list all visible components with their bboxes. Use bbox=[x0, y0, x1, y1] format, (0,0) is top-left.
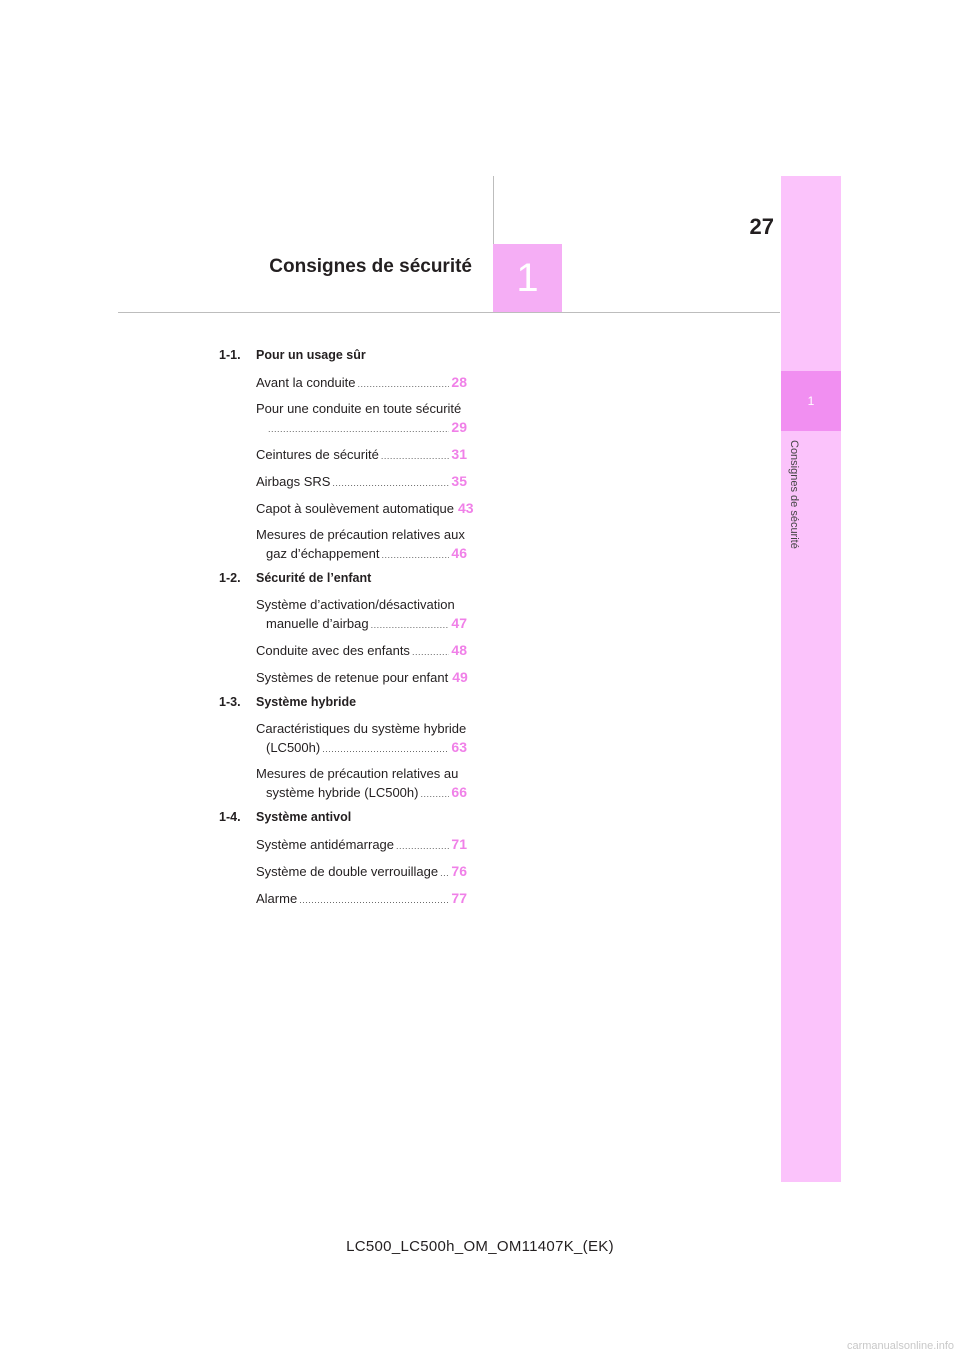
toc-entry[interactable] bbox=[256, 668, 467, 688]
toc-entry-title: Système antidémarrage bbox=[256, 837, 395, 852]
toc-leader-dots bbox=[371, 616, 450, 634]
toc-entry-title: Mesures de précaution relatives aux bbox=[256, 527, 465, 542]
toc-leader-dots bbox=[381, 447, 450, 465]
watermark: carmanualsonline.info bbox=[846, 1340, 954, 1352]
toc-entry-title: Caractéristiques du système hybride bbox=[256, 721, 467, 736]
toc-entry[interactable] bbox=[256, 765, 467, 803]
toc-leader-dots bbox=[322, 740, 449, 758]
toc-entry-title-continued: manuelle d’airbag bbox=[266, 616, 369, 631]
toc-entry[interactable] bbox=[256, 526, 467, 564]
toc-entry[interactable] bbox=[256, 596, 467, 634]
toc-entry[interactable] bbox=[256, 373, 467, 393]
toc-section-number: 1-4. bbox=[219, 810, 241, 824]
side-thumb-strip bbox=[781, 176, 841, 1182]
toc-entry[interactable] bbox=[256, 835, 467, 855]
table-of-contents bbox=[219, 348, 474, 916]
toc-entry-title: Systèmes de retenue pour enfant bbox=[256, 670, 449, 685]
toc-entry[interactable] bbox=[256, 720, 467, 758]
toc-entry-title: Ceintures de sécurité bbox=[256, 447, 379, 462]
toc-entry-title: Pour une conduite en toute sécurité bbox=[256, 401, 462, 416]
toc-entry-title: Système d’activation/désactivation bbox=[256, 597, 455, 612]
toc-entry[interactable] bbox=[256, 641, 467, 661]
toc-entry-title-continued: système hybride (LC500h) bbox=[266, 785, 419, 800]
toc-entry-title: Conduite avec des enfants bbox=[256, 643, 410, 658]
chapter-title: Consignes de sécurité bbox=[269, 256, 472, 277]
toc-entry[interactable] bbox=[256, 472, 467, 492]
toc-page-number[interactable]: 46 bbox=[451, 545, 467, 561]
toc-entry-title: Alarme bbox=[256, 891, 298, 906]
toc-page-number[interactable]: 63 bbox=[451, 739, 467, 755]
toc-section-heading bbox=[219, 571, 467, 589]
toc-page-number[interactable]: 49 bbox=[452, 669, 468, 685]
toc-entry[interactable] bbox=[256, 400, 467, 438]
toc-leader-dots bbox=[381, 546, 449, 564]
toc-leader-dots bbox=[412, 643, 449, 661]
toc-section-number: 1-1. bbox=[219, 348, 241, 362]
toc-entry[interactable] bbox=[256, 499, 474, 519]
toc-page-number[interactable]: 35 bbox=[451, 473, 467, 489]
header-vertical-rule bbox=[493, 176, 494, 244]
side-tab-chapter-number[interactable]: 1 bbox=[781, 371, 841, 431]
side-tab-label: Consignes de sécurité bbox=[788, 440, 800, 549]
toc-leader-dots bbox=[420, 785, 449, 803]
toc-entry-title: Système de double verrouillage bbox=[256, 864, 439, 879]
header-horizontal-rule bbox=[118, 312, 780, 313]
toc-leader-dots bbox=[358, 375, 450, 393]
toc-leader-dots bbox=[268, 420, 449, 438]
toc-section-heading bbox=[219, 348, 467, 366]
toc-entry[interactable] bbox=[256, 889, 467, 909]
toc-entry-title: Avant la conduite bbox=[256, 375, 356, 390]
toc-page-number[interactable]: 77 bbox=[451, 890, 467, 906]
toc-leader-dots bbox=[396, 837, 449, 855]
toc-section-number: 1-3. bbox=[219, 695, 241, 709]
toc-section-title: Sécurité de l’enfant bbox=[256, 571, 372, 585]
toc-section-title: Pour un usage sûr bbox=[256, 348, 366, 362]
toc-page-number[interactable]: 31 bbox=[451, 446, 467, 462]
footer-document-code: LC500_LC500h_OM_OM11407K_(EK) bbox=[346, 1238, 614, 1255]
chapter-number-box: 1 bbox=[493, 244, 562, 313]
toc-entry-title-continued: (LC500h) bbox=[266, 740, 321, 755]
toc-page-number[interactable]: 76 bbox=[451, 863, 467, 879]
toc-entry[interactable] bbox=[256, 862, 467, 882]
toc-page-number[interactable]: 48 bbox=[451, 642, 467, 658]
toc-entry-title: Capot à soulèvement automatique bbox=[256, 501, 455, 516]
toc-page-number[interactable]: 28 bbox=[451, 374, 467, 390]
toc-leader-dots bbox=[440, 864, 449, 882]
toc-entry-title: Mesures de précaution relatives au bbox=[256, 766, 459, 781]
toc-section-heading bbox=[219, 695, 467, 713]
toc-page-number[interactable]: 71 bbox=[451, 836, 467, 852]
toc-section-number: 1-2. bbox=[219, 571, 241, 585]
toc-page-number[interactable]: 66 bbox=[451, 784, 467, 800]
toc-page-number[interactable]: 43 bbox=[458, 500, 474, 516]
toc-leader-dots bbox=[332, 474, 449, 492]
toc-page-number[interactable]: 47 bbox=[451, 615, 467, 631]
toc-entry[interactable] bbox=[256, 445, 467, 465]
toc-section-title: Système antivol bbox=[256, 810, 352, 824]
toc-section-heading bbox=[219, 810, 467, 828]
toc-page-number[interactable]: 29 bbox=[451, 419, 467, 435]
toc-entry-title-continued: gaz d’échappement bbox=[266, 546, 380, 561]
toc-section-title: Système hybride bbox=[256, 695, 357, 709]
page-number: 27 bbox=[749, 214, 774, 239]
toc-leader-dots bbox=[299, 891, 449, 909]
toc-entry-title: Airbags SRS bbox=[256, 474, 331, 489]
